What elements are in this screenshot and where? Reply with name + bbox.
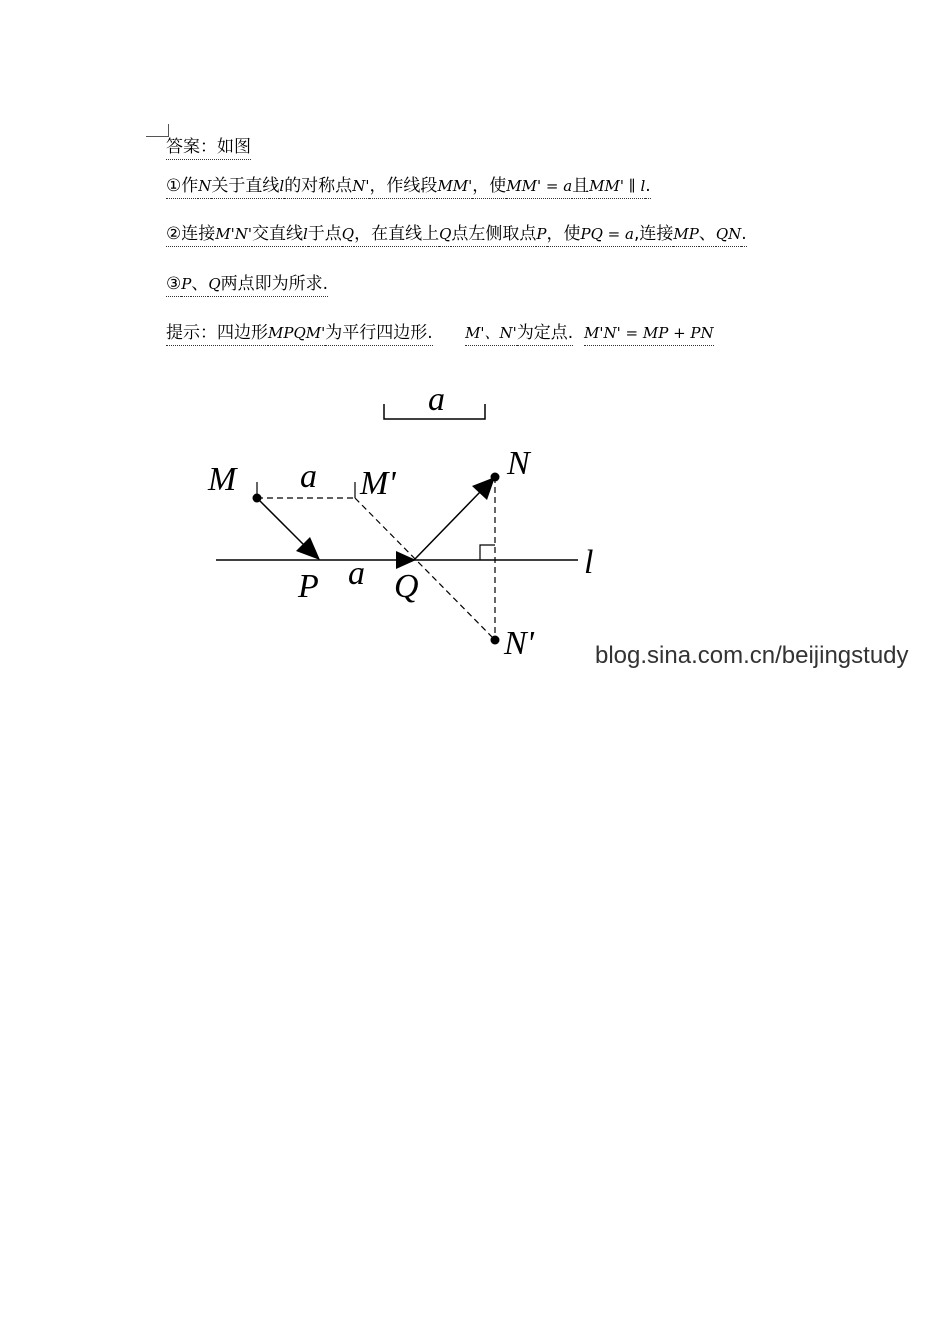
arrow-QN-line: [414, 491, 481, 560]
step-2-text: ,连接: [634, 223, 673, 247]
step-2-text: ，在直线上: [354, 223, 439, 247]
label-P: P: [298, 568, 319, 605]
math-parallel: MM' ∥ l: [589, 175, 645, 199]
step-1-text: 的对称点: [284, 175, 352, 199]
math-Nprime: N': [352, 175, 369, 199]
math-equation: M'N' = MP + PN: [584, 322, 714, 346]
math-points: M'、N': [465, 322, 517, 346]
math-P: P: [536, 223, 546, 247]
step-3-text: 两点即为所求.: [221, 273, 328, 297]
label-Mprime: M': [360, 465, 396, 502]
step-2-text: 交直线: [252, 223, 303, 247]
step-2-text: 、: [699, 223, 716, 247]
label-Nprime: N': [504, 625, 534, 662]
label-a-top: a: [428, 381, 445, 418]
hint-text: 提示：四边形: [166, 322, 268, 346]
math-MMprime: MM': [437, 175, 472, 199]
math-MP: MP: [673, 223, 698, 247]
point-M: [253, 494, 262, 503]
label-N: N: [507, 445, 530, 482]
hint-text: 为平行四边形.: [325, 322, 432, 346]
watermark: blog.sina.com.cn/beijingstudy: [595, 642, 909, 669]
math-equation: PQ = a: [581, 223, 634, 247]
math-quadrilateral: MPQM': [268, 322, 325, 346]
step-1-text: .: [645, 175, 650, 199]
math-l: l: [279, 175, 284, 199]
math-Q: Q: [342, 223, 354, 247]
step-2-text: .: [741, 223, 746, 247]
label-l: l: [584, 544, 594, 581]
hint-text: 为定点.: [517, 322, 573, 346]
arrow-MP-line: [257, 498, 304, 545]
step-2-text: ②连接: [166, 223, 215, 247]
step-2-text: 点左侧取点: [451, 223, 536, 247]
math-MprimeNprime: M'N': [215, 223, 252, 247]
right-angle-mark: [480, 545, 495, 560]
label-Q: Q: [394, 568, 419, 605]
math-QN: QN: [716, 223, 741, 247]
label-a-mid: a: [300, 458, 317, 495]
arrow-PQ-head: [396, 551, 416, 569]
math-l: l: [303, 223, 308, 247]
math-Q: Q: [439, 223, 451, 247]
label-a-low: a: [348, 555, 365, 592]
label-M: M: [208, 461, 237, 498]
answer-heading-text: 答案：如图: [166, 136, 251, 160]
step-3-text: ③: [166, 273, 181, 297]
step-2-text: ，使: [547, 223, 581, 247]
step-3-text: 、: [191, 273, 208, 297]
step-1-text: ，作线段: [369, 175, 437, 199]
step-2-text: 于点: [308, 223, 342, 247]
step-1-text: ，使: [472, 175, 506, 199]
math-Q: Q: [208, 273, 220, 297]
point-Nprime: [491, 636, 500, 645]
step-1-text: 关于直线: [211, 175, 279, 199]
math-P: P: [181, 273, 191, 297]
step-1-text: 且: [572, 175, 589, 199]
dashed-MprimeNprime: [355, 498, 495, 640]
math-N: N: [198, 175, 211, 199]
step-1-text: ①作: [166, 175, 198, 199]
math-equation: MM' = a: [506, 175, 572, 199]
point-N: [491, 473, 500, 482]
